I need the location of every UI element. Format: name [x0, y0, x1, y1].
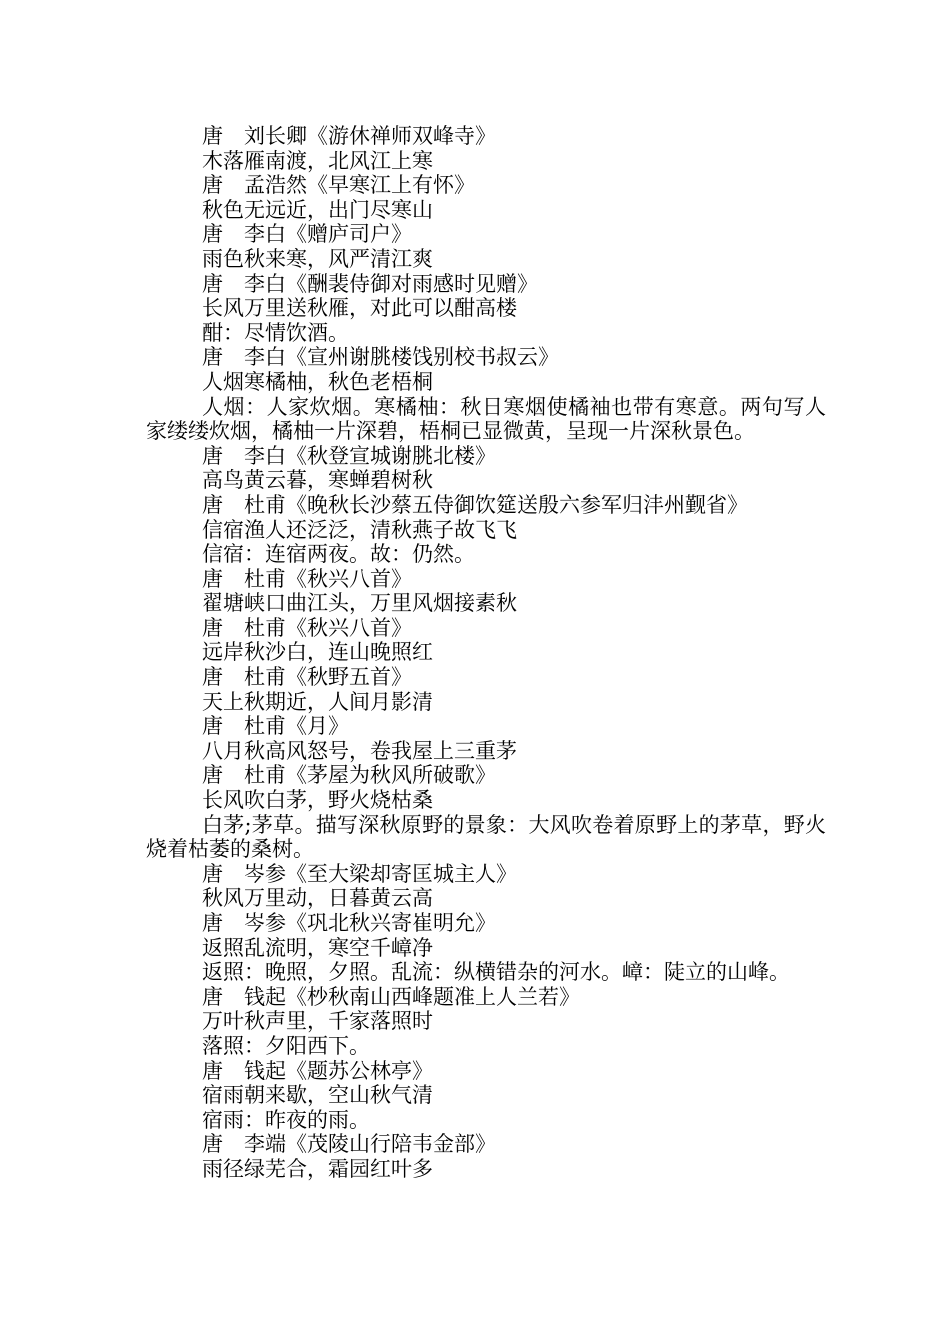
text-line: 翟塘峡口曲江头，万里风烟接素秋 — [202, 591, 517, 616]
text-line: 唐 钱起《杪秋南山西峰题准上人兰若》 — [202, 984, 580, 1009]
text-line: 唐 杜甫《月》 — [202, 714, 349, 739]
document-body — [146, 124, 826, 1182]
text-line: 唐 杜甫《秋兴八首》 — [202, 566, 412, 591]
text-line: 唐 李白《赠庐司户》 — [202, 222, 412, 247]
text-line: 唐 李白《秋登宣城谢朓北楼》 — [202, 443, 496, 468]
text-line: 万叶秋声里，千家落照时 — [202, 1009, 433, 1034]
text-line: 秋风万里动，日暮黄云高 — [202, 886, 433, 911]
text-line: 长风万里送秋雁，对此可以酣高楼 — [202, 296, 517, 321]
text-line: 返照乱流明，寒空千嶂净 — [202, 935, 433, 960]
text-line: 长风吹白茅，野火烧枯桑 — [202, 788, 433, 813]
text-line: 雨径绿芜合，霜园红叶多 — [202, 1156, 433, 1181]
text-line: 木落雁南渡，北风江上寒 — [202, 148, 433, 173]
text-line: 人烟寒橘柚，秋色老梧桐 — [202, 369, 433, 394]
text-line: 唐 李白《酬裴侍御对雨感时见赠》 — [202, 271, 538, 296]
text-line: 唐 钱起《题苏公林亭》 — [202, 1058, 433, 1083]
text-line: 宿雨朝来歇，空山秋气清 — [202, 1083, 433, 1108]
text-line: 信宿：连宿两夜。故：仍然。 — [202, 542, 475, 567]
text-line: 唐 刘长卿《游休禅师双峰寺》 — [202, 124, 496, 148]
text-line: 唐 李端《茂陵山行陪韦金部》 — [202, 1132, 496, 1157]
text-line: 宿雨：昨夜的雨。 — [202, 1107, 370, 1132]
text-line: 落照：夕阳西下。 — [202, 1033, 370, 1058]
text-line: 唐 李白《宣州谢朓楼饯别校书叔云》 — [202, 345, 559, 370]
text-line: 唐 杜甫《晚秋长沙蔡五侍御饮筵送殷六参军归沣州觐省》 — [202, 492, 748, 517]
text-line: 唐 杜甫《秋兴八首》 — [202, 615, 412, 640]
text-line: 唐 杜甫《秋野五首》 — [202, 665, 412, 690]
text-line: 雨色秋来寒，风严清江爽 — [202, 246, 433, 271]
annotation-paragraph: 人烟：人家炊烟。寒橘柚：秋日寒烟使橘袖也带有寒意。两句写人家缕缕炊烟，橘柚一片深碧，梧桐已显微黄，呈现一片深秋景色。 — [146, 394, 826, 444]
text-line: 返照：晚照，夕照。乱流：纵横错杂的河水。嶂：陡立的山峰。 — [202, 960, 790, 985]
annotation-paragraph: 白茅;茅草。描写深秋原野的景象：大风吹卷着原野上的茅草，野火烧着枯萎的桑树。 — [146, 812, 826, 862]
text-line: 秋色无远近，出门尽寒山 — [202, 197, 433, 222]
text-line: 信宿渔人还泛泛，清秋燕子故飞飞 — [202, 517, 517, 542]
text-line: 酣：尽情饮酒。 — [202, 320, 349, 345]
text-line: 唐 孟浩然《早寒江上有怀》 — [202, 173, 475, 198]
text-line: 远岸秋沙白，连山晚照红 — [202, 640, 433, 665]
text-line: 唐 岑参《巩北秋兴寄崔明允》 — [202, 911, 496, 935]
text-line: 八月秋高风怒号，卷我屋上三重茅 — [202, 738, 517, 763]
text-line: 高鸟黄云暮，寒蝉碧树秋 — [202, 468, 433, 493]
text-line: 唐 杜甫《茅屋为秋风所破歌》 — [202, 763, 496, 788]
text-line: 唐 岑参《至大梁却寄匡城主人》 — [202, 861, 517, 886]
text-line: 天上秋期近，人间月影清 — [202, 689, 433, 714]
